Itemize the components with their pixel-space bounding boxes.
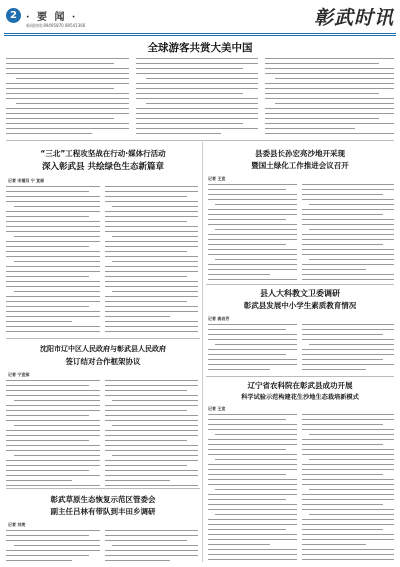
article-body xyxy=(136,58,258,138)
article-subheadline: 副主任吕林有带队到丰田乡调研 xyxy=(50,507,156,516)
article-byline: 记者 刘亮 xyxy=(8,522,26,527)
article-body xyxy=(105,530,198,564)
article-body xyxy=(208,414,297,562)
article-body xyxy=(6,58,129,138)
issue-info: 新闻热线:89495870 89541366 xyxy=(26,23,86,28)
article-body xyxy=(6,186,100,334)
divider xyxy=(6,140,394,141)
article-byline: 记者 高岩芳 xyxy=(208,316,230,321)
divider xyxy=(6,488,200,489)
article-byline: 记者 王宣 xyxy=(208,176,226,181)
article-headline: 辽宁省农科院在彰武县成功开展 xyxy=(247,381,353,390)
section-title: · 要 闻 · xyxy=(26,12,78,23)
article-subheadline: 彰武县发展中小学生素质教育情况 xyxy=(243,301,357,310)
divider xyxy=(206,376,394,377)
article-subheadline: 科学试验示范构建花生沙地生态栽培新模式 xyxy=(241,394,359,401)
masthead-rule-thin xyxy=(4,35,396,36)
article-body xyxy=(302,324,394,374)
masthead xyxy=(0,0,400,38)
article-body xyxy=(265,58,394,138)
divider xyxy=(206,284,394,285)
article-body xyxy=(208,184,297,282)
article-body xyxy=(6,380,100,486)
article-body xyxy=(208,324,297,374)
article-body xyxy=(302,414,394,562)
article-headline: 县委县长孙宏亮沙地开采现 xyxy=(255,149,345,158)
article-body xyxy=(302,184,394,282)
article-body xyxy=(6,530,100,564)
article-headline: 县人大科教文卫委调研 xyxy=(260,289,340,298)
article-byline: 记者 宋福双 宁 宣部 xyxy=(8,178,45,183)
article-body xyxy=(105,186,198,334)
article-body xyxy=(105,380,198,486)
article-byline: 记者 王宣 xyxy=(208,406,226,411)
banner-headline: 全球游客共赏大美中国 xyxy=(147,42,253,54)
masthead-rule xyxy=(4,33,396,34)
article-subheadline: 深入彰武县 共绘绿色生态新篇章 xyxy=(42,162,164,172)
page-number: 2 xyxy=(6,8,21,23)
article-headline: “三北”工程攻坚战在行动·媒体行活动 xyxy=(40,149,166,158)
newspaper-logo: 彰武时讯 xyxy=(313,7,394,29)
divider xyxy=(6,338,200,339)
article-byline: 记者 宁宣部 xyxy=(8,372,30,377)
article-subheadline: 暨国土绿化工作推进会议召开 xyxy=(251,161,349,170)
article-headline: 沈阳市辽中区人民政府与彰武县人民政府 xyxy=(40,345,166,353)
column-divider xyxy=(202,142,203,562)
article-headline: 彰武草原生态恢复示范区管委会 xyxy=(50,495,156,504)
article-subheadline: 签订结对合作框架协议 xyxy=(65,357,141,366)
